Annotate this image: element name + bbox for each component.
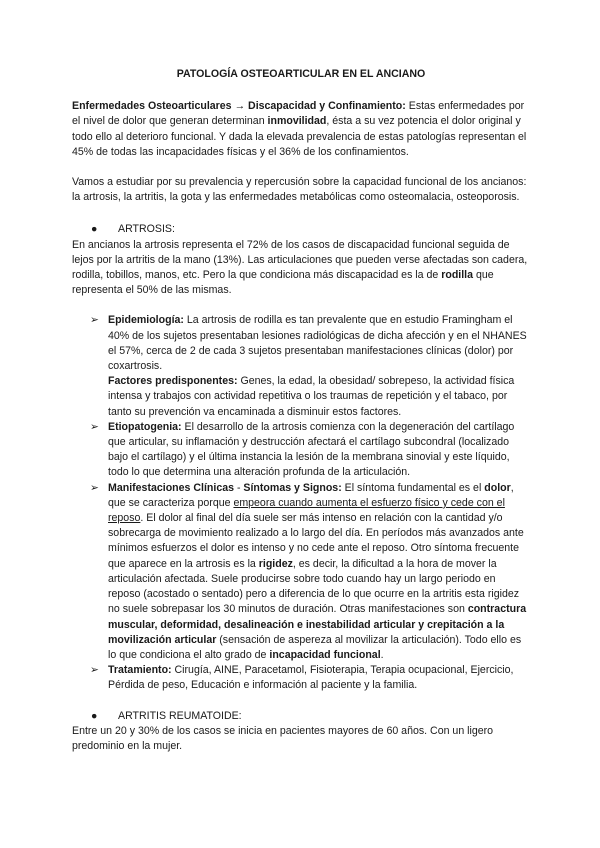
etiopatogenia-body: El desarrollo de la artrosis comienza con la degeneración del cartílago que articular, su inflamación y destrucción afectará el cartílago subcondral (localizado bajo el cartílago) y el última instancia la lesión de la membrana sinovial y este líquido, todo lo que determina una alteración profunda de la articulación.	[108, 420, 515, 479]
tratamiento-label: Tratamiento:	[108, 664, 172, 677]
etiopatogenia-text	[108, 420, 530, 481]
bold-otras-manifestaciones: contractura muscular, deformidad, desalineación e inestabilidad articular y crepitación a la movilización articular	[108, 603, 527, 646]
factores-body: Genes, la edad, la obesidad/ sobrepeso, la actividad física intensa y trabajos con actividad repetitiva o los traumas de repetición y el tabaco, por tanto su prevención va encaminada a disminuir estos factores.	[108, 375, 515, 418]
manifestaciones-t5: (sensación de aspereza al movilizar la articulación). Todo ello es lo que condiciona el alto grado de	[108, 633, 522, 661]
artritis-heading-label: ARTRITIS REUMATOIDE:	[118, 709, 242, 722]
arrow-bullet-icon: ➢	[90, 664, 99, 677]
intro-paragraph	[72, 99, 530, 160]
list-item-manifestaciones	[90, 481, 530, 663]
bold-rigidez: rigidez	[258, 557, 293, 570]
bullet-icon: ●	[91, 709, 98, 722]
epidemiologia-text	[108, 313, 530, 374]
manifestaciones-t3: . El dolor al final del día suele ser más intenso en relación con la cantidad y/o sobrecarga de movimiento realizado a lo largo del día. En períodos más avanzados ante mínimos esfuerzos el dolor es intenso y no cede ante el reposo. Otro síntoma frecuente que aparece en la artrosis es la	[108, 512, 524, 570]
epidemiologia-body: La artrosis de rodilla es tan prevalente que en estudio Framingham el 40% de los sujetos presentaban lesiones radiológicas de dicha afección y en el NHANES el 57%, cerca de 2 de cada 3 sujetos presentaban manifestaciones clínicas (dolor) por coxartrosis.	[108, 314, 527, 373]
manifestaciones-t2: , que se caracteriza porque	[108, 481, 514, 509]
list-item-epidemiologia	[90, 313, 530, 419]
underlined-phrase: empeora cuando aumenta el esfuerzo físico y cede con el reposo	[108, 496, 505, 525]
document-page	[72, 67, 530, 754]
manifestaciones-t6: .	[380, 648, 384, 661]
artrosis-text-1: En ancianos la artrosis representa el 72% de los casos de discapacidad funcional seguida de lejos por la artritis de la mano (13%). Las articulaciones que pueden verse afectadas son cadera, rodilla, tobillos, manos, etc. Pero la que condiciona más discapacidad es la de	[72, 238, 528, 282]
manifestaciones-separator: -	[234, 481, 244, 494]
document-title: PATOLOGÍA OSTEOARTICULAR EN EL ANCIANO	[176, 68, 426, 80]
tratamiento-text	[108, 663, 530, 693]
manifestaciones-t4: , es decir, la dificultad a la hora de mover la articulación afectada. Suele producirse sobre todo cuando hay un largo periodo en reposo (acostado o sentado) pero a diferencia de lo que ocurre en la artritis esta rigidez no suele sobrepasar los 30 minutos de duración. Otras manifestaciones son	[108, 557, 520, 616]
intro-paragraph-2: Vamos a estudiar por su prevalencia y repercusión sobre la capacidad funcional de los ancianos: la artrosis, la artritis, la gota y las enfermedades metabólicas como osteomalacia, osteoporosis.	[72, 176, 527, 204]
manifestaciones-text	[108, 481, 530, 663]
arrow-bullet-icon: ➢	[90, 314, 99, 327]
artrosis-subsections	[72, 313, 530, 693]
arrow-bullet-icon: ➢	[90, 420, 99, 433]
intro-heading: Enfermedades Osteoarticulares → Discapacidad y Confinamiento:	[72, 100, 406, 113]
list-item-etiopatogenia	[90, 420, 530, 481]
list-item-tratamiento	[90, 663, 530, 693]
tratamiento-body: Cirugía, AINE, Paracetamol, Fisioterapia, Terapia ocupacional, Ejercicio, Pérdida de peso, Educación e información al paciente y la familia.	[108, 664, 514, 692]
intro-bold-inmovilidad: inmovilidad	[267, 115, 327, 128]
manifestaciones-t1: El síntoma fundamental es el	[341, 481, 485, 494]
bold-incapacidad: incapacidad funcional	[269, 648, 381, 661]
bullet-icon: ●	[91, 223, 98, 236]
artrosis-paragraph	[72, 238, 530, 299]
factores-text	[108, 374, 530, 420]
factores-label: Factores predisponentes:	[108, 375, 238, 388]
bold-dolor: dolor	[484, 481, 511, 494]
etiopatogenia-label: Etiopatogenia:	[108, 420, 182, 433]
spacer	[72, 694, 530, 709]
artrosis-heading	[72, 222, 530, 237]
artrosis-text-2: que representa el 50% de las mismas.	[72, 269, 494, 297]
intro-text-2: , ésta a su vez potencia el dolor original y todo ello al deterioro funcional. Y dada la elevada prevalencia de estas patologías representan el 45% de todas las incapacidades físicas y el 36% de los confinamientos.	[72, 115, 527, 158]
arrow-bullet-icon: ➢	[90, 481, 99, 494]
artrosis-heading-label: ARTROSIS:	[118, 223, 175, 236]
manifestaciones-label: Manifestaciones Clínicas	[108, 481, 234, 494]
artritis-paragraph: Entre un 20 y 30% de los casos se inicia en pacientes mayores de 60 años. Con un ligero predominio en la mujer.	[72, 724, 494, 752]
sintomas-label: Síntomas y Signos:	[243, 481, 342, 494]
intro-text-1: Estas enfermedades por el nivel de dolor que generan determinan	[72, 100, 525, 128]
epidemiologia-label: Epidemiología:	[108, 314, 184, 327]
artritis-heading	[72, 709, 530, 724]
artrosis-bold-rodilla: rodilla	[441, 269, 474, 282]
